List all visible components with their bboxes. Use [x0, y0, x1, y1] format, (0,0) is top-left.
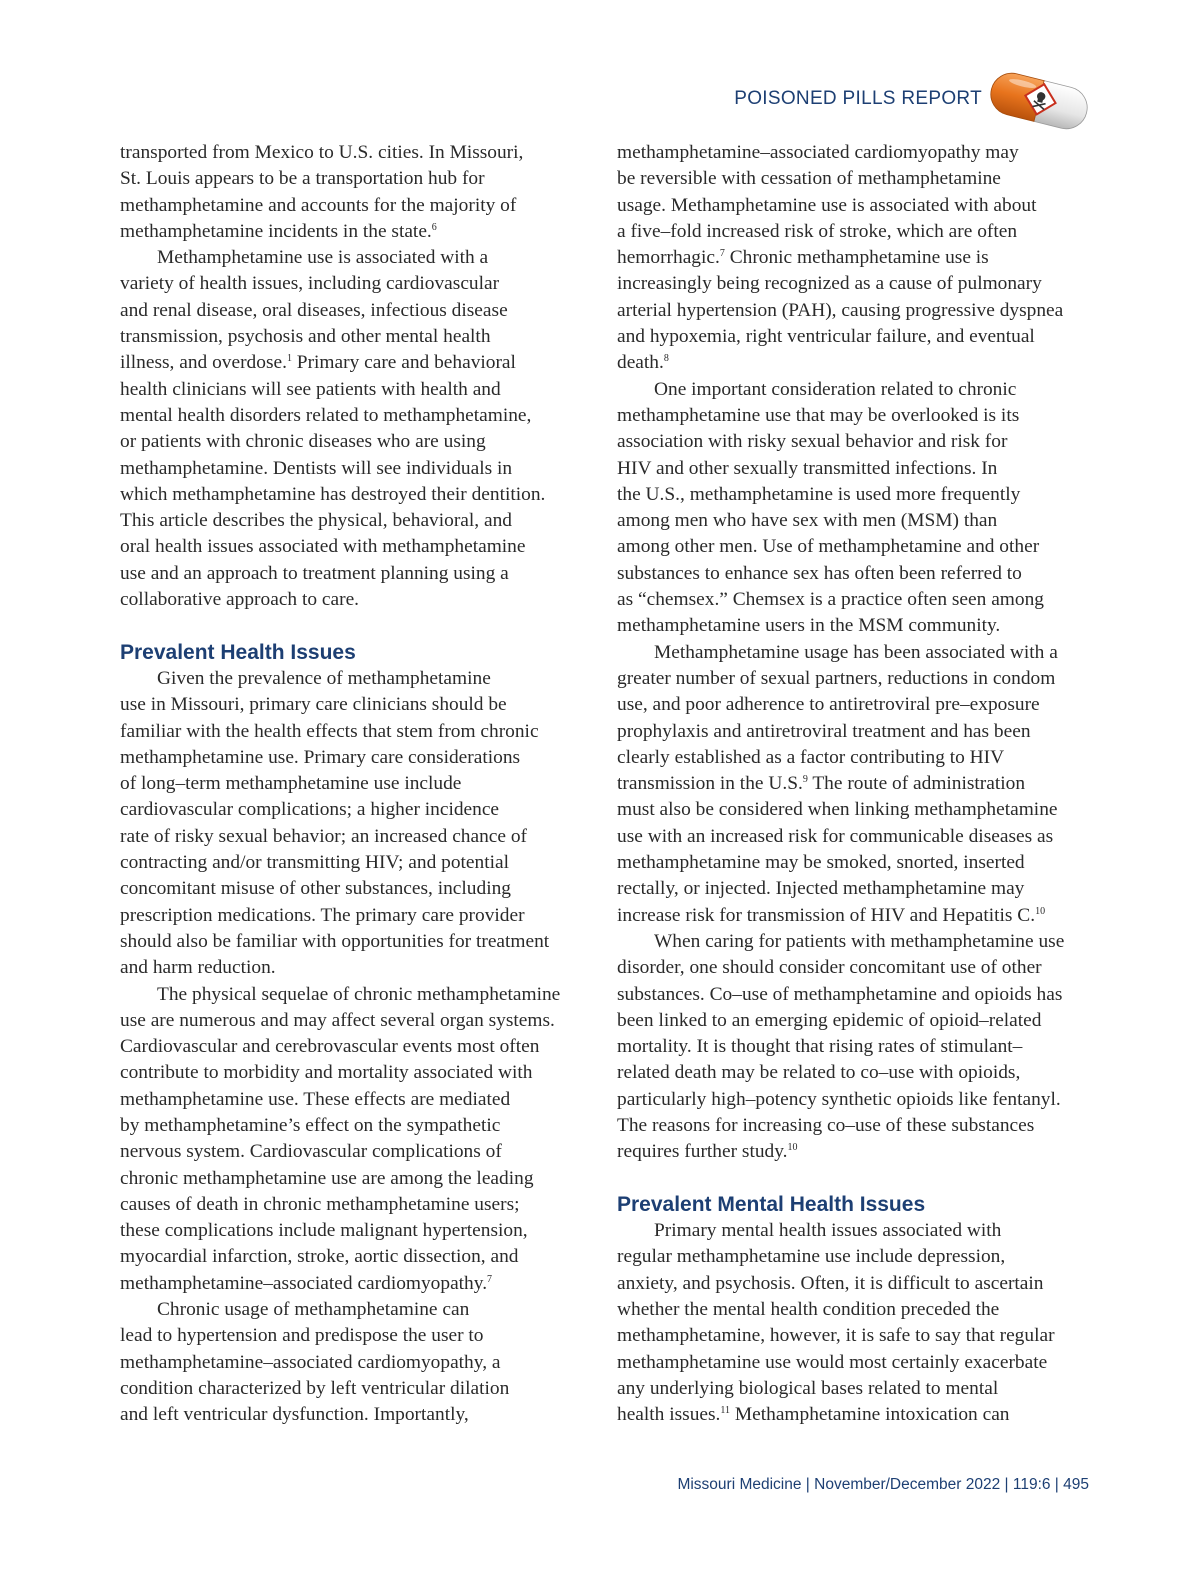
line-text: substances. Co–use of methamphetamine and opioids has	[617, 983, 1063, 1005]
text-line	[617, 797, 1117, 823]
line-text: regular methamphetamine use include depression,	[617, 1246, 1006, 1268]
line-text: these complications include malignant hypertension,	[120, 1220, 528, 1242]
text-line	[120, 561, 602, 587]
line-text: contracting and/or transmitting HIV; and potential	[120, 852, 509, 874]
left-column	[120, 140, 602, 1429]
line-text: methamphetamine use would most certainly exacerbate	[617, 1351, 1048, 1373]
text-line	[120, 482, 602, 508]
text-line	[617, 876, 1117, 902]
line-text: methamphetamine may be smoked, snorted, inserted	[617, 852, 1025, 874]
text-line	[617, 1244, 1117, 1270]
text-line	[120, 1113, 602, 1139]
text-line	[617, 1060, 1117, 1086]
text-line	[120, 692, 602, 718]
line-text: of long–term methamphetamine use include	[120, 773, 462, 795]
line-text: increasingly being recognized as a cause of pulmonary	[617, 273, 1042, 295]
text-line	[617, 1323, 1117, 1349]
line-text: related death may be related to co–use with opioids,	[617, 1062, 1021, 1084]
text-line	[617, 745, 1117, 771]
section-heading: Prevalent Mental Health Issues	[617, 1192, 926, 1216]
line-text: and left ventricular dysfunction. Importantly,	[120, 1404, 469, 1426]
text-line	[617, 903, 1117, 929]
line-text: The physical sequelae of chronic methamphetamine	[157, 983, 561, 1005]
line-text: condition characterized by left ventricular dilation	[120, 1377, 510, 1399]
text-line	[617, 771, 1117, 797]
line-text: which methamphetamine has destroyed their dentition.	[120, 483, 546, 505]
text-line	[120, 377, 602, 403]
text-line	[617, 140, 1117, 166]
line-text: HIV and other sexually transmitted infections. In	[617, 457, 998, 479]
page-footer: Missouri Medicine | November/December 2022 | 119:6 | 495	[677, 1476, 1089, 1493]
line-text: cardiovascular complications; a higher incidence	[120, 799, 500, 821]
text-line	[120, 982, 602, 1008]
text-line	[617, 719, 1117, 745]
text-line	[617, 1297, 1117, 1323]
line-text: greater number of sexual partners, reductions in condom	[617, 667, 1056, 689]
right-column	[617, 140, 1117, 1429]
line-text: transmission in the U.S.	[617, 773, 803, 795]
line-text: lead to hypertension and predispose the user to	[120, 1325, 484, 1347]
line-text: mortality. It is thought that rising rates of stimulant–	[617, 1036, 1023, 1058]
line-text: nervous system. Cardiovascular complications of	[120, 1141, 502, 1163]
line-text: clearly established as a factor contributing to HIV	[617, 746, 1005, 768]
line-text: hemorrhagic.	[617, 247, 720, 269]
line-text: as “chemsex.” Chemsex is a practice often seen among	[617, 589, 1044, 611]
text-line	[120, 1218, 602, 1244]
line-text: Cardiovascular and cerebrovascular events most often	[120, 1036, 540, 1058]
citation-superscript: 10	[1035, 905, 1046, 917]
line-text: or patients with chronic diseases who are using	[120, 431, 486, 453]
text-line	[617, 1008, 1117, 1034]
text-line	[120, 929, 602, 955]
text-line	[617, 561, 1117, 587]
citation-superscript: 8	[663, 353, 669, 365]
line-text: be reversible with cessation of methamphetamine	[617, 168, 1001, 190]
line-text: methamphetamine–associated cardiomyopathy, a	[120, 1351, 501, 1373]
line-text: and renal disease, oral diseases, infectious disease	[120, 299, 508, 321]
text-line	[617, 271, 1117, 297]
text-line	[617, 1139, 1117, 1165]
line-text: death.	[617, 352, 664, 374]
line-text: contribute to morbidity and mortality associated with	[120, 1062, 533, 1084]
line-text: illness, and overdose.	[120, 352, 287, 374]
text-line	[120, 298, 602, 324]
line-text: Methamphetamine use is associated with a	[157, 247, 489, 269]
text-line	[120, 1323, 602, 1349]
text-line	[617, 245, 1117, 271]
text-line	[617, 955, 1117, 981]
line-text: use are numerous and may affect several organ systems.	[120, 1009, 555, 1031]
line-text-continued: The route of administration	[807, 773, 1026, 795]
line-text: among men who have sex with men (MSM) than	[617, 510, 998, 532]
line-text: transmission, psychosis and other mental health	[120, 326, 491, 348]
text-line	[617, 1034, 1117, 1060]
line-text: disorder, one should consider concomitant use of other	[617, 957, 1042, 979]
line-text: by methamphetamine’s effect on the sympathetic	[120, 1114, 501, 1136]
line-text: Methamphetamine usage has been associated with a	[654, 641, 1058, 663]
line-text-continued: Primary care and behavioral	[291, 352, 516, 374]
text-line	[120, 850, 602, 876]
text-line	[617, 456, 1117, 482]
line-text: usage. Methamphetamine use is associated with about	[617, 194, 1037, 216]
text-line	[120, 1192, 602, 1218]
text-line	[120, 456, 602, 482]
citation-superscript: 9	[802, 774, 808, 786]
line-text: the U.S., methamphetamine is used more frequently	[617, 483, 1021, 505]
paragraph-gap	[120, 613, 602, 639]
line-text: causes of death in chronic methamphetamine users;	[120, 1193, 520, 1215]
text-line	[120, 1008, 602, 1034]
text-line	[617, 1350, 1117, 1376]
text-line	[120, 403, 602, 429]
text-line	[120, 1034, 602, 1060]
text-line	[617, 587, 1117, 613]
line-text: prophylaxis and antiretroviral treatment and has been	[617, 720, 1031, 742]
line-text: methamphetamine use. These effects are mediated	[120, 1088, 511, 1110]
line-text: arterial hypertension (PAH), causing progressive dyspnea	[617, 299, 1064, 321]
line-text: methamphetamine use that may be overlooked is its	[617, 404, 1020, 426]
text-line	[120, 271, 602, 297]
line-text: whether the mental health condition preceded the	[617, 1299, 1000, 1321]
text-line	[120, 1244, 602, 1270]
citation-superscript: 1	[286, 353, 292, 365]
line-text: St. Louis appears to be a transportation hub for	[120, 168, 485, 190]
line-text: oral health issues associated with methamphetamine	[120, 536, 526, 558]
line-text: chronic methamphetamine use are among the leading	[120, 1167, 534, 1189]
line-text: collaborative approach to care.	[120, 589, 360, 611]
line-text: One important consideration related to chronic	[654, 378, 1017, 400]
citation-superscript: 7	[719, 248, 725, 260]
text-line	[617, 534, 1117, 560]
line-text: use in Missouri, primary care clinicians should be	[120, 694, 507, 716]
text-line	[120, 193, 602, 219]
poison-pill-icon	[985, 66, 1093, 136]
line-text: rectally, or injected. Injected methamphetamine may	[617, 878, 1025, 900]
text-line	[120, 219, 602, 245]
text-line	[120, 166, 602, 192]
text-line	[617, 508, 1117, 534]
line-text: methamphetamine use. Primary care considerations	[120, 746, 521, 768]
text-line	[120, 508, 602, 534]
text-line	[617, 219, 1117, 245]
text-line	[120, 1060, 602, 1086]
section-heading: Prevalent Health Issues	[120, 640, 356, 664]
citation-superscript: 6	[431, 221, 437, 233]
text-line	[617, 1402, 1117, 1428]
line-text: Given the prevalence of methamphetamine	[157, 667, 491, 689]
text-line	[617, 350, 1117, 376]
line-text: concomitant misuse of other substances, including	[120, 878, 511, 900]
text-line	[120, 1139, 602, 1165]
line-text: must also be considered when linking methamphetamine	[617, 799, 1058, 821]
text-line	[120, 140, 602, 166]
line-text: mental health disorders related to methamphetamine,	[120, 404, 532, 426]
line-text: familiar with the health effects that stem from chronic	[120, 720, 539, 742]
text-line	[120, 429, 602, 455]
text-line	[617, 166, 1117, 192]
line-text: association with risky sexual behavior and risk for	[617, 431, 1008, 453]
line-text: When caring for patients with methamphetamine use	[654, 930, 1065, 952]
line-text: use with an increased risk for communicable diseases as	[617, 825, 1054, 847]
text-line	[617, 982, 1117, 1008]
text-line	[120, 719, 602, 745]
running-header: POISONED PILLS REPORT	[734, 88, 982, 109]
text-line	[120, 587, 602, 613]
line-text: any underlying biological bases related to mental	[617, 1377, 999, 1399]
line-text: methamphetamine–associated cardiomyopathy may	[617, 142, 1019, 163]
text-line	[120, 1402, 602, 1428]
line-text: use and an approach to treatment planning using a	[120, 562, 509, 584]
text-line	[120, 1376, 602, 1402]
text-line	[617, 666, 1117, 692]
text-line	[617, 298, 1117, 324]
text-line	[120, 1350, 602, 1376]
line-text: anxiety, and psychosis. Often, it is difficult to ascertain	[617, 1272, 1044, 1294]
line-text-continued: Methamphetamine intoxication can	[730, 1404, 1010, 1426]
citation-superscript: 10	[787, 1142, 798, 1154]
text-line	[617, 377, 1117, 403]
line-text: use, and poor adherence to antiretroviral pre–exposure	[617, 694, 1040, 716]
line-text: substances to enhance sex has often been referred to	[617, 562, 1022, 584]
line-text: methamphetamine. Dentists will see individuals in	[120, 457, 513, 479]
paragraph-gap	[617, 1166, 1117, 1192]
text-line	[120, 876, 602, 902]
line-text: prescription medications. The primary care provider	[120, 904, 525, 926]
text-line	[120, 1297, 602, 1323]
text-line	[617, 640, 1117, 666]
line-text: been linked to an emerging epidemic of opioid–related	[617, 1009, 1042, 1031]
line-text: methamphetamine, however, it is safe to say that regular	[617, 1325, 1055, 1347]
text-line	[617, 613, 1117, 639]
text-line	[120, 745, 602, 771]
line-text: requires further study.	[617, 1141, 788, 1163]
line-text: methamphetamine users in the MSM community.	[617, 615, 1001, 637]
text-line	[120, 245, 602, 271]
text-line	[617, 1218, 1117, 1244]
line-text: particularly high–potency synthetic opioids like fentanyl.	[617, 1088, 1061, 1110]
line-text: health clinicians will see patients with health and	[120, 378, 501, 400]
line-text: health issues.	[617, 1404, 721, 1426]
text-line	[120, 324, 602, 350]
text-line	[120, 534, 602, 560]
line-text: increase risk for transmission of HIV and Hepatitis C.	[617, 904, 1036, 926]
line-text: This article describes the physical, behavioral, and	[120, 510, 512, 532]
line-text: variety of health issues, including cardiovascular	[120, 273, 500, 295]
line-text-continued: Chronic methamphetamine use is	[724, 247, 989, 269]
line-text: among other men. Use of methamphetamine and other	[617, 536, 1040, 558]
text-line	[617, 1376, 1117, 1402]
text-line	[120, 666, 602, 692]
line-text: a five–fold increased risk of stroke, which are often	[617, 220, 1018, 242]
text-line	[120, 1166, 602, 1192]
line-text: Primary mental health issues associated with	[654, 1220, 1002, 1242]
text-line	[617, 1113, 1117, 1139]
text-line	[120, 903, 602, 929]
line-text: and harm reduction.	[120, 957, 276, 979]
text-line	[120, 1271, 602, 1297]
line-text: transported from Mexico to U.S. cities. In Missouri,	[120, 142, 524, 163]
text-line	[617, 1087, 1117, 1113]
text-line	[617, 429, 1117, 455]
line-text: should also be familiar with opportunities for treatment	[120, 930, 550, 952]
line-text: methamphetamine–associated cardiomyopathy.	[120, 1272, 488, 1294]
text-line	[120, 824, 602, 850]
text-line	[617, 482, 1117, 508]
line-text: methamphetamine incidents in the state.	[120, 220, 432, 242]
line-text: The reasons for increasing co–use of these substances	[617, 1114, 1035, 1136]
citation-superscript: 11	[720, 1405, 731, 1417]
text-line	[120, 771, 602, 797]
text-line	[617, 324, 1117, 350]
line-text: myocardial infarction, stroke, aortic dissection, and	[120, 1246, 519, 1268]
text-line	[617, 929, 1117, 955]
text-line	[120, 797, 602, 823]
line-text: Chronic usage of methamphetamine can	[157, 1299, 470, 1321]
line-text: rate of risky sexual behavior; an increased chance of	[120, 825, 528, 847]
citation-superscript: 7	[487, 1273, 493, 1285]
text-line	[617, 1271, 1117, 1297]
text-line	[120, 1087, 602, 1113]
text-line	[120, 955, 602, 981]
text-line	[617, 850, 1117, 876]
text-line	[617, 824, 1117, 850]
text-line	[120, 350, 602, 376]
line-text: methamphetamine and accounts for the majority of	[120, 194, 517, 216]
text-line	[617, 193, 1117, 219]
text-line	[617, 403, 1117, 429]
text-line	[617, 692, 1117, 718]
line-text: and hypoxemia, right ventricular failure, and eventual	[617, 326, 1035, 348]
